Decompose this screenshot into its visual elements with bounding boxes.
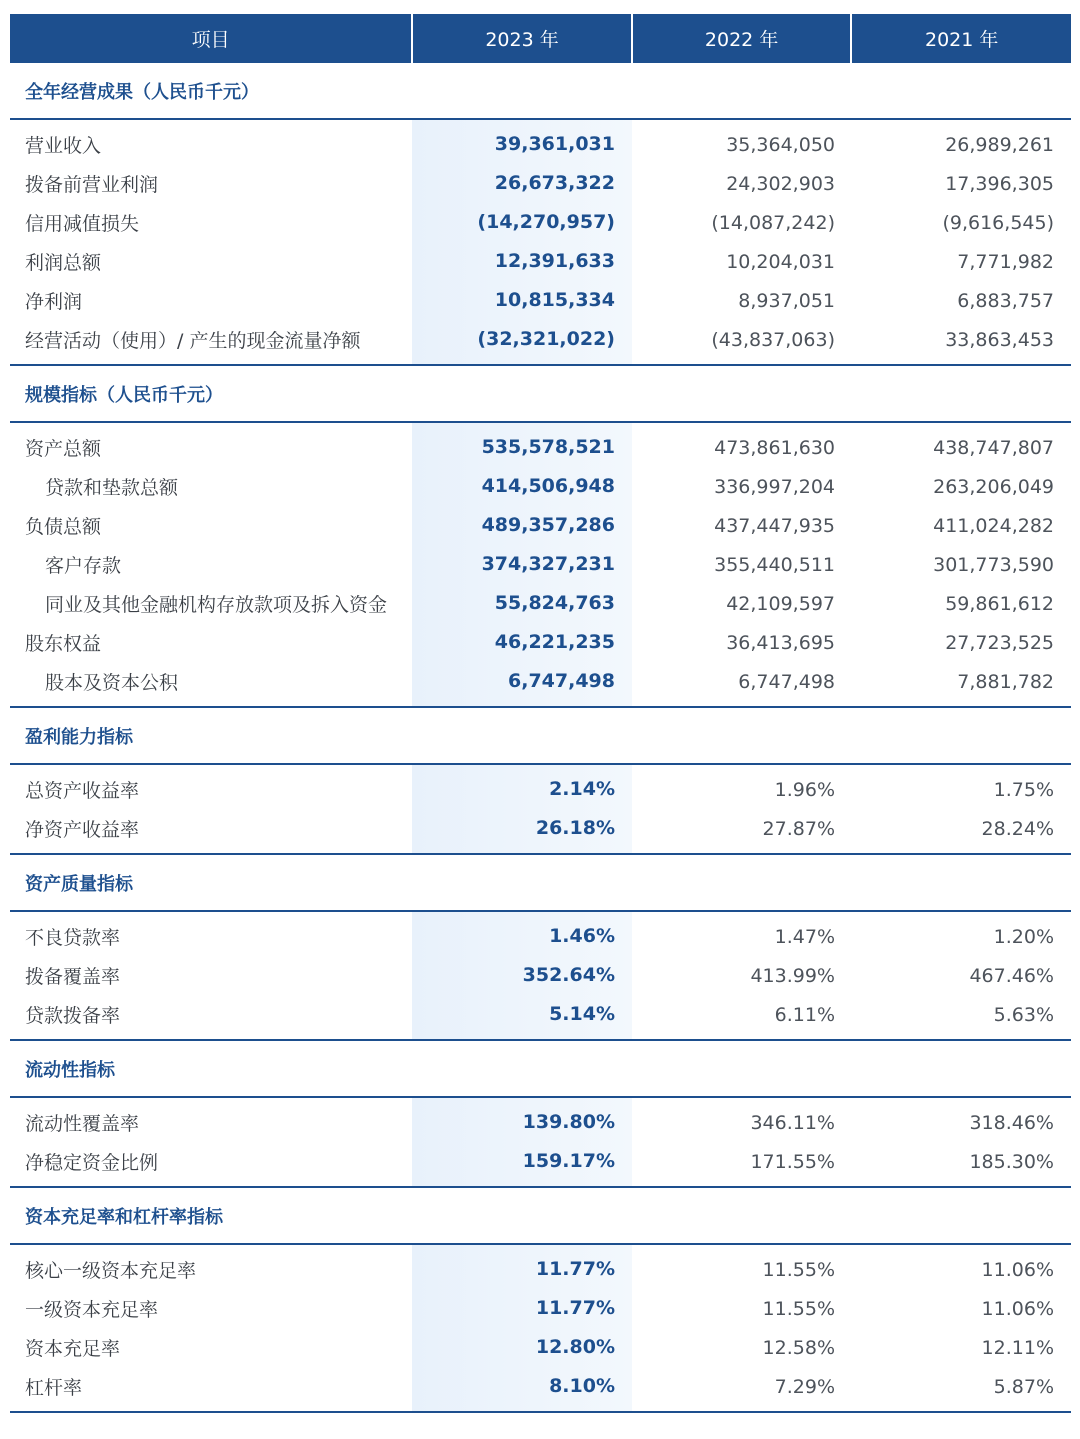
section-rows [10, 912, 1071, 1039]
value-2021: 1.20% [993, 925, 1054, 948]
section-rows [10, 1098, 1071, 1186]
value-2022: 6.11% [774, 1003, 835, 1026]
value-2022: 36,413,695 [726, 631, 835, 654]
section-rows [10, 1245, 1071, 1411]
value-2023: 46,221,235 [494, 631, 615, 653]
row-label: 核心一级资本充足率 [25, 1260, 197, 1282]
value-2023: 159.17% [522, 1150, 615, 1172]
section-rows [10, 423, 1071, 706]
table-row [10, 125, 1071, 164]
section-title: 全年经营成果（人民币千元） [10, 63, 1071, 120]
table-section [10, 708, 1071, 855]
row-label: 资产总额 [25, 438, 102, 460]
table-row [10, 1250, 1071, 1289]
value-2023: 39,361,031 [494, 133, 615, 155]
row-label: 资本充足率 [25, 1338, 121, 1360]
value-2023: (32,321,022) [477, 328, 615, 350]
section-rows [10, 765, 1071, 853]
table-row [10, 320, 1071, 359]
row-label: 股东权益 [25, 633, 102, 655]
value-2021: 17,396,305 [945, 172, 1054, 195]
table-section [10, 1041, 1071, 1188]
table-section [10, 855, 1071, 1041]
value-2021: 411,024,282 [933, 514, 1054, 537]
value-2023: 489,357,286 [481, 514, 615, 536]
value-2023: (14,270,957) [477, 211, 615, 233]
row-label: 利润总额 [25, 252, 102, 274]
row-label: 营业收入 [25, 135, 102, 157]
table-section [10, 63, 1071, 366]
table-body [10, 63, 1071, 1413]
value-2021: 5.63% [993, 1003, 1054, 1026]
value-2022: 11.55% [762, 1258, 835, 1281]
financial-summary-table [10, 14, 1071, 1413]
row-label: 净利润 [25, 291, 83, 313]
value-2021: 28.24% [981, 817, 1054, 840]
section-rows [10, 120, 1071, 364]
value-2022: 24,302,903 [726, 172, 835, 195]
value-2021: 6,883,757 [957, 289, 1054, 312]
table-row [10, 662, 1071, 701]
value-2022: 1.96% [774, 778, 835, 801]
row-label: 不良贷款率 [25, 927, 121, 949]
value-2021: 11.06% [981, 1297, 1054, 1320]
value-2023: 26.18% [535, 817, 615, 839]
value-2023: 139.80% [522, 1111, 615, 1133]
value-2021: (9,616,545) [942, 211, 1054, 234]
row-label: 信用减值损失 [25, 213, 140, 235]
table-row [10, 428, 1071, 467]
value-2023: 10,815,334 [494, 289, 615, 311]
value-2023: 8.10% [549, 1375, 615, 1397]
table-row [10, 281, 1071, 320]
section-title: 资本充足率和杠杆率指标 [10, 1188, 1071, 1245]
value-2022: 336,997,204 [714, 475, 835, 498]
value-2021: 33,863,453 [945, 328, 1054, 351]
value-2023: 414,506,948 [481, 475, 615, 497]
value-2021: 185.30% [969, 1150, 1054, 1173]
value-2023: 1.46% [549, 925, 615, 947]
value-2021: 467.46% [969, 964, 1054, 987]
value-2021: 301,773,590 [933, 553, 1054, 576]
value-2022: 8,937,051 [738, 289, 835, 312]
value-2023: 11.77% [535, 1297, 615, 1319]
row-label: 拨备覆盖率 [25, 966, 121, 988]
table-row [10, 956, 1071, 995]
section-title: 资产质量指标 [10, 855, 1071, 912]
table-row [10, 809, 1071, 848]
value-2021: 59,861,612 [945, 592, 1054, 615]
row-label: 杠杆率 [25, 1377, 83, 1399]
table-row [10, 164, 1071, 203]
value-2023: 6,747,498 [508, 670, 615, 692]
value-2023: 55,824,763 [494, 592, 615, 614]
value-2022: 27.87% [762, 817, 835, 840]
value-2023: 12,391,633 [494, 250, 615, 272]
value-2022: (14,087,242) [711, 211, 835, 234]
row-label: 客户存款 [45, 555, 122, 577]
section-title: 规模指标（人民币千元） [10, 366, 1071, 423]
value-2022: 171.55% [750, 1150, 835, 1173]
value-2021: 12.11% [981, 1336, 1054, 1359]
value-2021: 5.87% [993, 1375, 1054, 1398]
table-section [10, 366, 1071, 708]
value-2022: 473,861,630 [714, 436, 835, 459]
table-row [10, 995, 1071, 1034]
value-2021: 11.06% [981, 1258, 1054, 1281]
table-header [10, 14, 1071, 63]
row-label: 一级资本充足率 [25, 1299, 159, 1321]
row-label: 净资产收益率 [25, 819, 140, 841]
table-row [10, 242, 1071, 281]
row-label: 贷款拨备率 [25, 1005, 121, 1027]
value-2023: 26,673,322 [494, 172, 615, 194]
table-row [10, 1367, 1071, 1406]
value-2022: 346.11% [750, 1111, 835, 1134]
value-2022: 6,747,498 [738, 670, 835, 693]
table-row [10, 770, 1071, 809]
table-row [10, 467, 1071, 506]
value-2021: 7,771,982 [957, 250, 1054, 273]
row-label: 拨备前营业利润 [25, 174, 159, 196]
value-2021: 263,206,049 [933, 475, 1054, 498]
value-2021: 26,989,261 [945, 133, 1054, 156]
header-item: 项目 [10, 14, 413, 63]
value-2021: 318.46% [969, 1111, 1054, 1134]
table-row [10, 917, 1071, 956]
section-title: 盈利能力指标 [10, 708, 1071, 765]
value-2022: 355,440,511 [714, 553, 835, 576]
table-row [10, 506, 1071, 545]
row-label: 净稳定资金比例 [25, 1152, 159, 1174]
value-2023: 2.14% [549, 778, 615, 800]
table-section [10, 1188, 1071, 1413]
row-label: 负债总额 [25, 516, 102, 538]
header-2022: 2022 年 [633, 14, 853, 63]
value-2023: 535,578,521 [481, 436, 615, 458]
table-row [10, 1142, 1071, 1181]
table-row [10, 623, 1071, 662]
row-label: 贷款和垫款总额 [45, 477, 179, 499]
value-2023: 374,327,231 [481, 553, 615, 575]
value-2022: 42,109,597 [726, 592, 835, 615]
value-2022: 10,204,031 [726, 250, 835, 273]
value-2022: 12.58% [762, 1336, 835, 1359]
header-2023: 2023 年 [413, 14, 633, 63]
row-label: 经营活动（使用）/ 产生的现金流量净额 [25, 330, 361, 352]
value-2023: 12.80% [535, 1336, 615, 1358]
value-2022: 11.55% [762, 1297, 835, 1320]
value-2022: 35,364,050 [726, 133, 835, 156]
value-2022: 413.99% [750, 964, 835, 987]
row-label: 同业及其他金融机构存放款项及拆入资金 [45, 594, 388, 616]
table-row [10, 1289, 1071, 1328]
table-row [10, 1328, 1071, 1367]
value-2022: 437,447,935 [714, 514, 835, 537]
header-2021: 2021 年 [925, 29, 999, 51]
table-row [10, 203, 1071, 242]
value-2023: 5.14% [549, 1003, 615, 1025]
row-label: 流动性覆盖率 [25, 1113, 140, 1135]
value-2023: 11.77% [535, 1258, 615, 1280]
row-label: 总资产收益率 [25, 780, 140, 802]
value-2022: (43,837,063) [711, 328, 835, 351]
section-title: 流动性指标 [10, 1041, 1071, 1098]
value-2021: 438,747,807 [933, 436, 1054, 459]
value-2021: 27,723,525 [945, 631, 1054, 654]
row-label: 股本及资本公积 [45, 672, 179, 694]
value-2021: 1.75% [993, 778, 1054, 801]
value-2022: 1.47% [774, 925, 835, 948]
value-2021: 7,881,782 [957, 670, 1054, 693]
table-row [10, 584, 1071, 623]
table-row [10, 1103, 1071, 1142]
value-2023: 352.64% [522, 964, 615, 986]
table-row [10, 545, 1071, 584]
value-2022: 7.29% [774, 1375, 835, 1398]
